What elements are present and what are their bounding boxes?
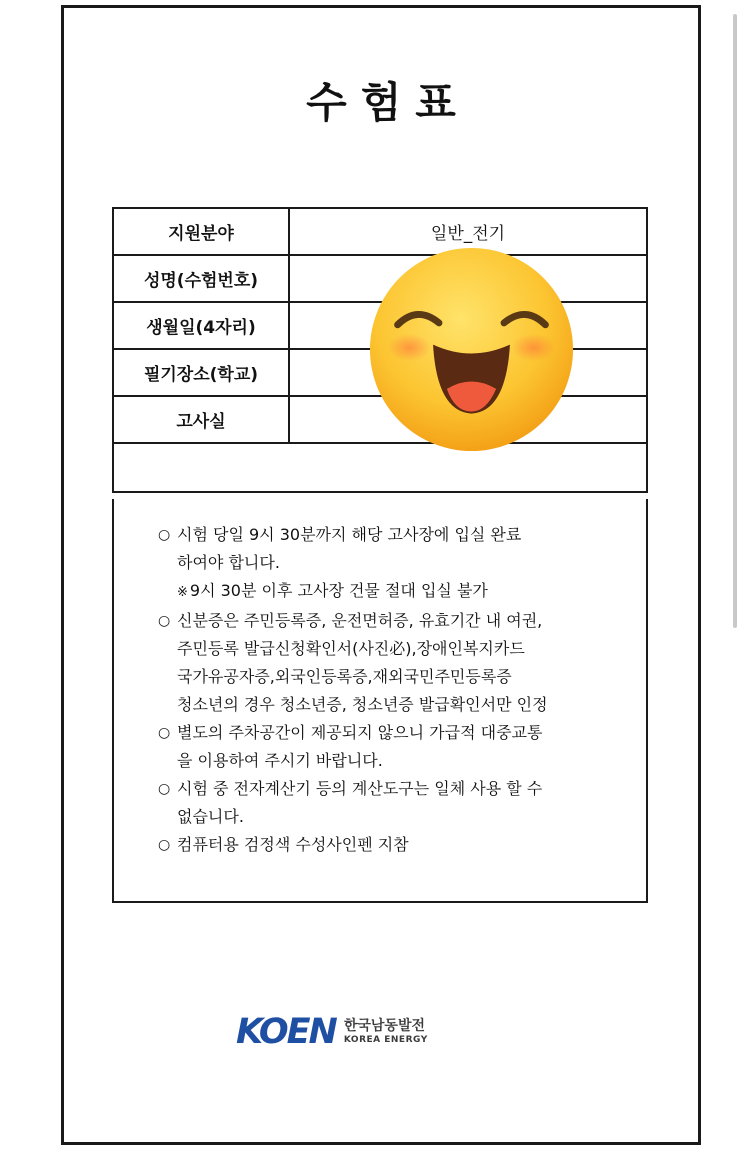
bullet-icon: ○ [158, 725, 171, 741]
notice-line: 청소년의 경우 청소년증, 청소년증 발급확인서만 인정 [177, 695, 548, 714]
field-label: 필기장소(학교) [113, 349, 289, 396]
notice-line: 없습니다. [177, 807, 244, 826]
field-label: 생월일(4자리) [113, 302, 289, 349]
notice-line: 주민등록 발급신청확인서(사진必),장애인복지카드 [177, 639, 525, 658]
bullet-icon: ○ [158, 527, 171, 543]
field-label: 고사실 [113, 396, 289, 443]
notice-line: 9시 30분 이후 고사장 건물 절대 입실 불가 [189, 581, 488, 600]
notice-item [158, 521, 628, 577]
bullet-icon: ○ [158, 781, 171, 797]
bullet-icon: ○ [158, 613, 171, 629]
field-label: 지원분야 [113, 208, 289, 255]
field-label: 성명(수험번호) [113, 255, 289, 302]
koen-logo [236, 1012, 428, 1052]
notice-line: 을 이용하여 주시기 바랍니다. [177, 751, 383, 770]
reference-mark-icon: ※ [177, 585, 188, 600]
logo-english-name: KOREA ENERGY [343, 1035, 428, 1045]
logo-korean-name: 한국남동발전 [343, 1018, 425, 1034]
bullet-icon: ○ [158, 837, 171, 853]
admission-ticket [61, 5, 701, 1145]
notice-line: 별도의 주차공간이 제공되지 않으니 가급적 대중교통 [177, 723, 543, 742]
notice-line: 국가유공자증,외국인등록증,재외국민주민등록증 [177, 667, 512, 686]
notice-item [158, 719, 628, 775]
notice-item [158, 775, 628, 831]
logo-mark: KOEN [236, 1012, 336, 1052]
notice-item [158, 831, 628, 859]
notice-line: 신분증은 주민등록증, 운전면허증, 유효기간 내 여권, [177, 611, 543, 630]
notice-line: 하여야 합니다. [177, 553, 280, 572]
grinning-face-icon [368, 246, 575, 453]
page-title: 수험표 [306, 78, 470, 127]
notice-item [158, 607, 628, 719]
notice-line: 시험 중 전자계산기 등의 계산도구는 일체 사용 할 수 [177, 779, 543, 798]
scrollbar[interactable] [733, 14, 737, 628]
field-value: 일반_전기 [289, 208, 647, 255]
notice-sub-item [158, 577, 628, 607]
notice-list [158, 521, 628, 859]
notice-line: 컴퓨터용 검정색 수성사인펜 지참 [177, 835, 409, 854]
notice-line: 시험 당일 9시 30분까지 해당 고사장에 입실 완료 [177, 525, 522, 544]
notice-box [112, 499, 648, 903]
